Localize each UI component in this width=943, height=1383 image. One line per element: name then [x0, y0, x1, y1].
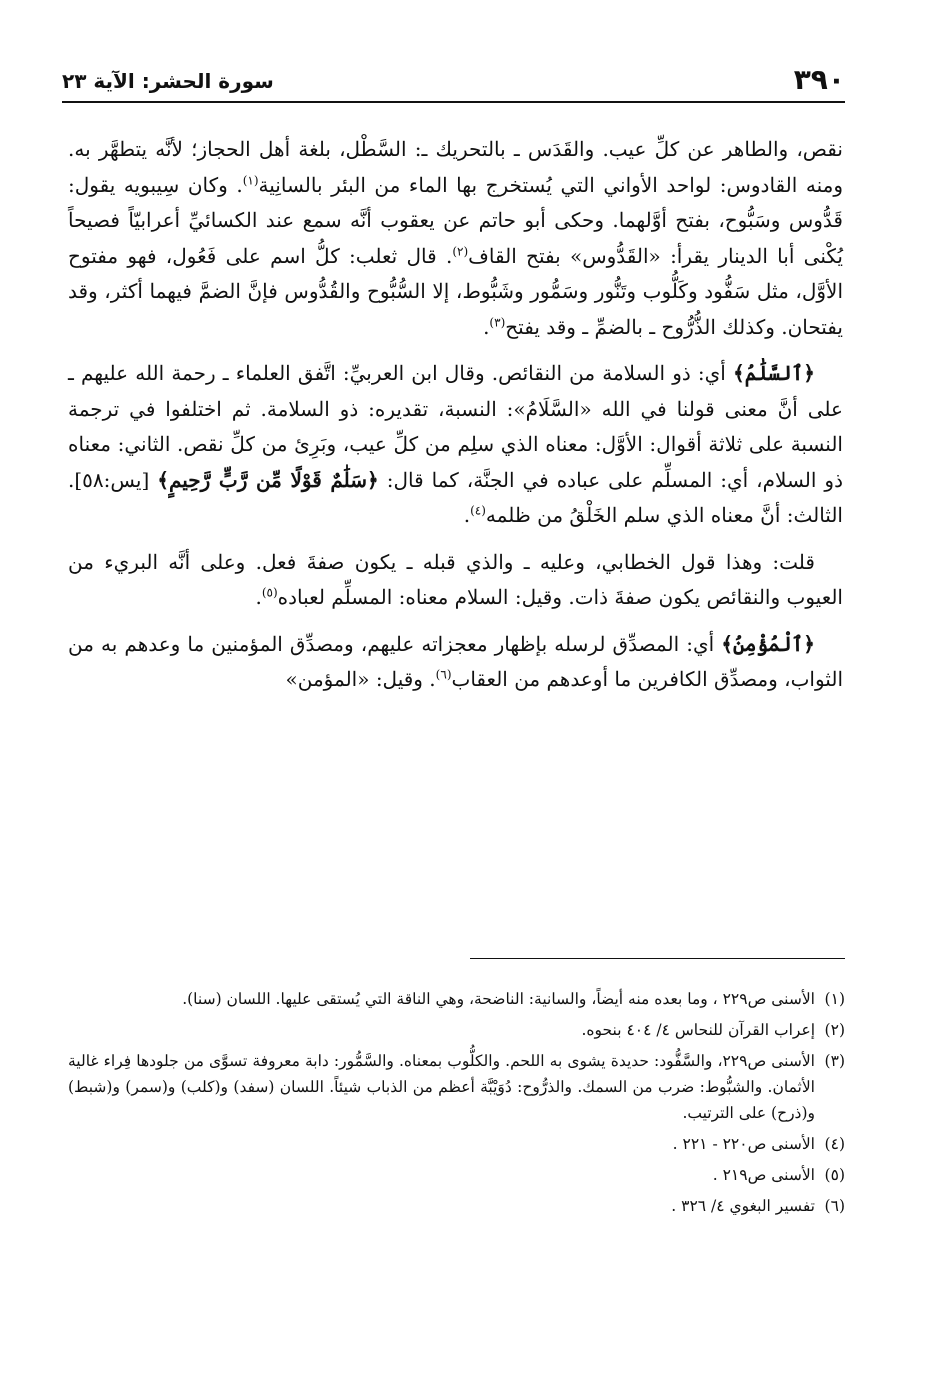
footnote-number: (١)	[824, 990, 845, 1008]
footnote-text: تفسير البغوي ٤/ ٣٢٦ .	[671, 1197, 815, 1215]
quran-term: ﴿ٱلسَّلَٰمُ﴾	[732, 361, 815, 385]
footnote-ref: (٤)	[470, 503, 486, 518]
footnote-ref: (٦)	[435, 667, 452, 682]
footnote-text: الأسنى ص٢٢٩، والسَّفُّود: حديدة يشوى به اللحم. والكلُّوب بمعناه. والسَّمُّور: دابة معروفة تسوَّى من جلودها فِراء غالية الأثمان. والشبُّوط: ضرب من السمك. والذرُّوح: دُوَيْبَّة أعظم من الذباب شيئاً. اللسان (سفد) و(كلب) و(سمر) و(شبط) و(ذرح) على الترتيب.	[68, 1052, 815, 1122]
text-run: أي: المصدِّق لرسله بإظهار معجزاته عليهم، ومصدِّق المؤمنين ما وعدهم به من الثواب، ومصدِّق الكافرين ما أوعدهم من العقاب	[68, 631, 843, 691]
verse-reference: [يس:٥٨]	[74, 467, 158, 492]
footnote-ref: (١)	[242, 172, 259, 187]
text-run: .	[483, 314, 490, 339]
footnote	[68, 1162, 845, 1188]
quran-verse: ﴿سَلَٰمٌ قَوْلًا مِّن رَّبٍّ رَّحِيمٍ﴾	[157, 467, 379, 492]
footnote-number: (٣)	[824, 1052, 845, 1070]
text-run: قلت: وهذا قول الخطابي، وعليه ـ والذي قبله ـ يكون صفةَ فعل. وعلى أنَّه البريء من العيوب والنقائص يكون صفةَ ذات. وقيل: السلام معناه: المسلِّم لعباده	[68, 549, 843, 609]
footnote-number: (٢)	[824, 1021, 845, 1039]
text-run: . الثالث: أنَّ معناه الذي سلم الخَلْقُ من ظلمه	[68, 467, 843, 527]
footnote-number: (٦)	[824, 1197, 845, 1215]
text-run: . وكان سِيبويه يقول: قَدُّوس وسَبُّوح، بفتح أوَّلهما. وحكى أبو حاتم عن يعقوب أنَّه سمع عند الكسائيِّ أعرابيّاً فصيحاً يُكْنى أبا الدينار يقرأ: «القَدُّوس» بفتح القاف	[68, 172, 843, 268]
text-run: . قال ثعلب: كلُّ اسم على فَعُول، فهو مفتوح الأوَّل، مثل سَفُّود وكَلُّوب وتَنُّور وسَمُّور وشَبُّوط، إلا السُّبُّوح والقُدُّوس فإنَّ الضمَّ فيهما أكثر، وقد يفتحان. وكذلك الذُّرُّوح ـ بالضمِّ ـ وقد يفتح	[68, 243, 843, 339]
footnote-number: (٥)	[824, 1166, 845, 1184]
quran-term: ﴿ٱلْمُؤْمِنُ﴾	[721, 631, 815, 656]
footnote	[68, 1131, 845, 1157]
footnote-ref: (٥)	[261, 585, 278, 600]
footnote	[68, 1048, 845, 1126]
footnote	[68, 986, 845, 1012]
paragraph-salam	[68, 356, 843, 534]
paragraph-quddus	[68, 132, 843, 345]
footnote-text: الأسنى ص٢١٩ .	[712, 1166, 815, 1184]
running-head: سورة الحشر: الآية ٢٣	[62, 69, 274, 93]
text-run: .	[255, 585, 262, 609]
page-number: ٣٩٠	[793, 63, 845, 96]
footnote	[68, 1193, 845, 1219]
footnote-number: (٤)	[824, 1135, 845, 1153]
main-text	[68, 132, 843, 709]
footnote-text: الأسنى ص٢٢٩ ، وما بعده منه أيضاً، والسانية: الناضحة، وهي الناقة التي يُستقى عليها. اللسان (سنا).	[182, 990, 815, 1008]
footnote-rule	[470, 958, 845, 959]
page-header	[62, 62, 845, 102]
paragraph-author-note	[68, 545, 843, 616]
footnotes	[68, 986, 845, 1224]
text-run: .	[463, 503, 471, 527]
paragraph-mumin	[68, 627, 843, 698]
text-run: . وقيل: «المؤمن»	[285, 667, 436, 691]
text-run: أي: ذو السلامة من النقائص. وقال ابن العربيِّ: اتَّفق العلماء ـ رحمة الله عليهم ـ على أنَّ معنى قولنا في الله «السَّلَامُ»: النسبة، تقديره: ذو السلامة. ثم اختلفوا في ترجمة النسبة على ثلاثة أقوال: الأوَّل: معناه الذي سلِم من كلِّ عيب، وبَرِئ من كلِّ نقص. الثاني: معناه ذو السلام، أي: المسلِّم على عباده في الجنَّة، كما قال:	[68, 361, 843, 492]
footnote-ref: (٢)	[452, 243, 469, 258]
header-rule	[62, 101, 845, 103]
text-run: نقص، والطاهر عن كلِّ عيب. والقَدَس ـ بالتحريك ـ: السَّطْل، بلغة أهل الحجاز؛ لأنَّه يتطهَّر به. ومنه القادوس: لواحد الأواني التي يُستخرج بها الماء من البئر بالسانِية	[68, 137, 843, 197]
footnote	[68, 1017, 845, 1043]
footnote-text: الأسنى ص٢٢٠ - ٢٢١ .	[672, 1135, 815, 1153]
footnote-ref: (٣)	[489, 314, 506, 329]
footnote-text: إعراب القرآن للنحاس ٤/ ٤٠٤ بنحوه.	[581, 1021, 815, 1039]
